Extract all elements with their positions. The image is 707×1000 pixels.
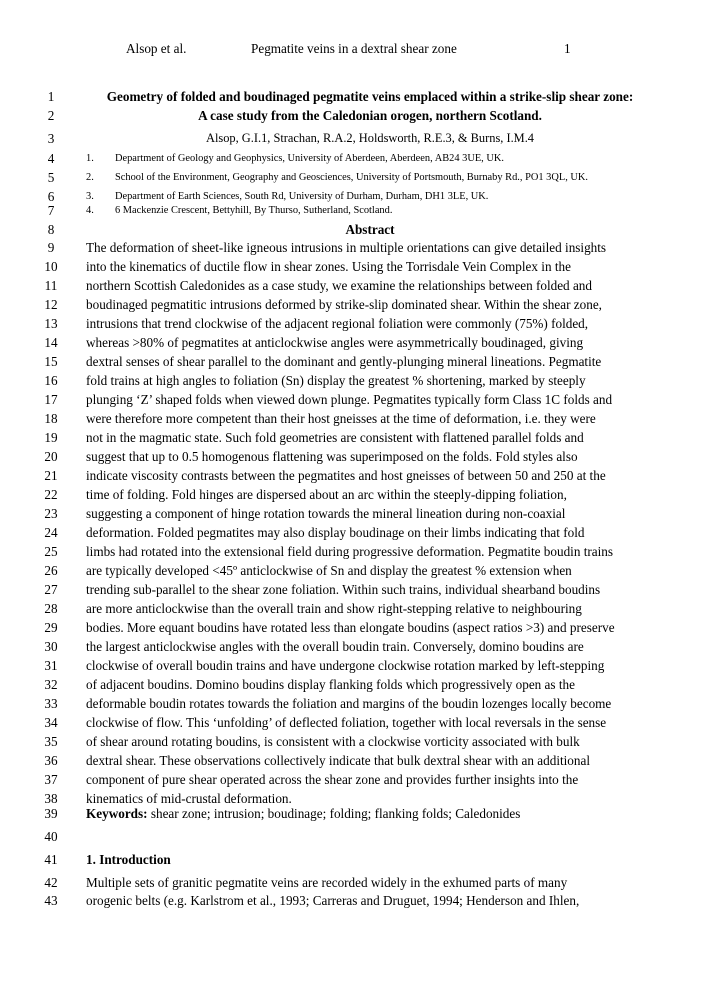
abstract-line: deformable boudin rotates towards the foliation and margins of the boudin lozenges locally become [86, 696, 612, 711]
paper-title-line-1: Geometry of folded and boudinaged pegmatite veins emplaced within a strike-slip shear zone: [106, 89, 634, 104]
line-number: 4 [47, 151, 55, 166]
line-number: 37 [44, 772, 58, 787]
affiliation-text: Department of Geology and Geophysics, University of Aberdeen, Aberdeen, AB24 3UE, UK. [115, 153, 504, 164]
abstract-line: trending sub-parallel to the shear zone foliation. Within such trains, individual shearband boudins [86, 582, 601, 597]
abstract-line: The deformation of sheet-like igneous intrusions in multiple orientations can give detailed insights [86, 240, 607, 255]
abstract-line: time of folding. Fold hinges are dispersed about an arc within the steeply-dipping foliation, [86, 487, 567, 502]
abstract-heading: Abstract [345, 222, 395, 237]
line-number: 33 [44, 696, 58, 711]
line-number: 14 [44, 335, 58, 350]
abstract-line: northern Scottish Caledonides as a case study, we examine the relationships between folded and [86, 278, 592, 293]
introduction-line: orogenic belts (e.g. Karlstrom et al., 1993; Carreras and Druguet, 1994; Henderson and Ihlen, [86, 893, 580, 908]
line-number: 9 [47, 240, 55, 255]
running-header-title: Pegmatite veins in a dextral shear zone [251, 41, 457, 56]
line-number: 13 [44, 316, 58, 331]
line-number: 23 [44, 506, 58, 521]
abstract-line: plunging ‘Z’ shaped folds when viewed down plunge. Pegmatites typically form Class 1C folds and [86, 392, 613, 407]
line-number: 20 [44, 449, 58, 464]
affiliation-number: 1. [86, 153, 94, 164]
keywords-label: Keywords: [86, 806, 148, 821]
line-number: 12 [44, 297, 58, 312]
line-number: 30 [44, 639, 58, 654]
affiliation-number: 4. [86, 205, 94, 216]
line-number: 24 [44, 525, 58, 540]
line-number: 35 [44, 734, 58, 749]
line-number: 25 [44, 544, 58, 559]
affiliation-text: 6 Mackenzie Crescent, Bettyhill, By Thurso, Sutherland, Scotland. [115, 205, 393, 216]
line-number: 38 [44, 791, 58, 806]
line-number: 27 [44, 582, 58, 597]
abstract-line: fold trains at high angles to foliation (Sn) display the greatest % shortening, marked by steeply [86, 373, 586, 388]
line-number: 15 [44, 354, 58, 369]
line-number: 11 [44, 278, 58, 293]
affiliation-number: 2. [86, 172, 94, 183]
line-number: 40 [44, 829, 58, 844]
line-number: 32 [44, 677, 58, 692]
introduction-line: Multiple sets of granitic pegmatite veins are recorded widely in the exhumed parts of many [86, 875, 568, 890]
abstract-line: are typically developed <45º anticlockwise of Sn and display the greatest % extension when [86, 563, 572, 578]
line-number: 26 [44, 563, 58, 578]
line-number: 16 [44, 373, 58, 388]
abstract-line: into the kinematics of ductile flow in shear zones. Using the Torrisdale Vein Complex in the [86, 259, 571, 274]
abstract-line: suggest that up to 0.5 homogenous flattening was superimposed on the folds. Fold styles also [86, 449, 578, 464]
affiliation-text: School of the Environment, Geography and Geosciences, University of Portsmouth, Burnaby Rd., PO1 3QL, UK. [115, 172, 588, 183]
abstract-line: kinematics of mid-crustal deformation. [86, 791, 292, 806]
abstract-line: limbs had rotated into the extensional field during progressive deformation. Pegmatite boudin trains [86, 544, 614, 559]
line-number: 28 [44, 601, 58, 616]
abstract-line: deformation. Folded pegmatites may also display boudinage on their limbs indicating that fold [86, 525, 585, 540]
abstract-line: of shear around rotating boudins, is consistent with a clockwise vorticity associated with bulk [86, 734, 580, 749]
line-number: 1 [47, 89, 55, 104]
line-number: 31 [44, 658, 58, 673]
running-header-authors: Alsop et al. [126, 41, 187, 56]
keywords-text: shear zone; intrusion; boudinage; folding; flanking folds; Caledonides [147, 806, 521, 821]
abstract-line: intrusions that trend clockwise of the adjacent regional foliation were commonly (75%) folded, [86, 316, 589, 331]
abstract-line: whereas >80% of pegmatites at anticlockwise angles were asymmetrically boudinaged, giving [86, 335, 584, 350]
abstract-line: not in the magmatic state. Such fold geometries are consistent with flattened parallel folds and [86, 430, 584, 445]
abstract-line: were therefore more competent than their host gneisses at the time of deformation, i.e. they were [86, 411, 596, 426]
line-number: 42 [44, 875, 58, 890]
abstract-line: the largest anticlockwise angles with the overall boudin train. Conversely, domino boudins are [86, 639, 584, 654]
page-number: 1 [564, 41, 571, 56]
line-number: 39 [44, 806, 58, 821]
abstract-line: indicate viscosity contrasts between the pegmatites and host gneisses of between 50 and 250 at the [86, 468, 606, 483]
line-number: 36 [44, 753, 58, 768]
line-number: 3 [47, 131, 55, 146]
abstract-line: are more anticlockwise than the overall train and show right-stepping relative to neighbouring [86, 601, 582, 616]
line-number: 34 [44, 715, 58, 730]
line-number: 6 [47, 189, 55, 204]
line-number: 41 [44, 852, 58, 867]
line-number: 8 [47, 222, 55, 237]
line-number: 19 [44, 430, 58, 445]
line-number: 18 [44, 411, 58, 426]
abstract-line: of adjacent boudins. Domino boudins display flanking folds which progressively open as the [86, 677, 575, 692]
abstract-line: suggesting a component of hinge rotation towards the mineral lineation during non-coaxial [86, 506, 566, 521]
abstract-line: dextral senses of shear parallel to the dominant and gently-plunging mineral lineations. Pegmatite [86, 354, 602, 369]
line-number: 7 [47, 203, 55, 218]
abstract-line: dextral shear. These observations collectively indicate that bulk dextral shear with an additional [86, 753, 591, 768]
line-number: 43 [44, 893, 58, 908]
keywords-line [86, 806, 666, 822]
line-number: 5 [47, 170, 55, 185]
introduction-heading: 1. Introduction [86, 852, 171, 867]
line-number: 22 [44, 487, 58, 502]
abstract-line: component of pure shear operated across the shear zone and provides further insights into the [86, 772, 579, 787]
affiliation-text: Department of Earth Sciences, South Rd, University of Durham, Durham, DH1 3LE, UK. [115, 191, 489, 202]
line-number: 17 [44, 392, 58, 407]
abstract-line: clockwise of flow. This ‘unfolding’ of deflected foliation, together with local reversals in the sense [86, 715, 607, 730]
line-number: 10 [44, 259, 58, 274]
abstract-line: bodies. More equant boudins have rotated less than elongate boudins (aspect ratios >3) and preserve [86, 620, 615, 635]
affiliation-number: 3. [86, 191, 94, 202]
line-number: 29 [44, 620, 58, 635]
author-list: Alsop, G.I.1, Strachan, R.A.2, Holdsworth, R.E.3, & Burns, I.M.4 [206, 131, 534, 145]
paper-title-line-2: A case study from the Caledonian orogen, northern Scotland. [198, 108, 542, 123]
line-number: 2 [47, 108, 55, 123]
line-number: 21 [44, 468, 58, 483]
abstract-line: clockwise of overall boudin trains and have undergone clockwise rotation marked by left-stepping [86, 658, 605, 673]
abstract-line: boudinaged pegmatitic intrusions deformed by strike-slip dominated shear. Within the shear zone, [86, 297, 602, 312]
